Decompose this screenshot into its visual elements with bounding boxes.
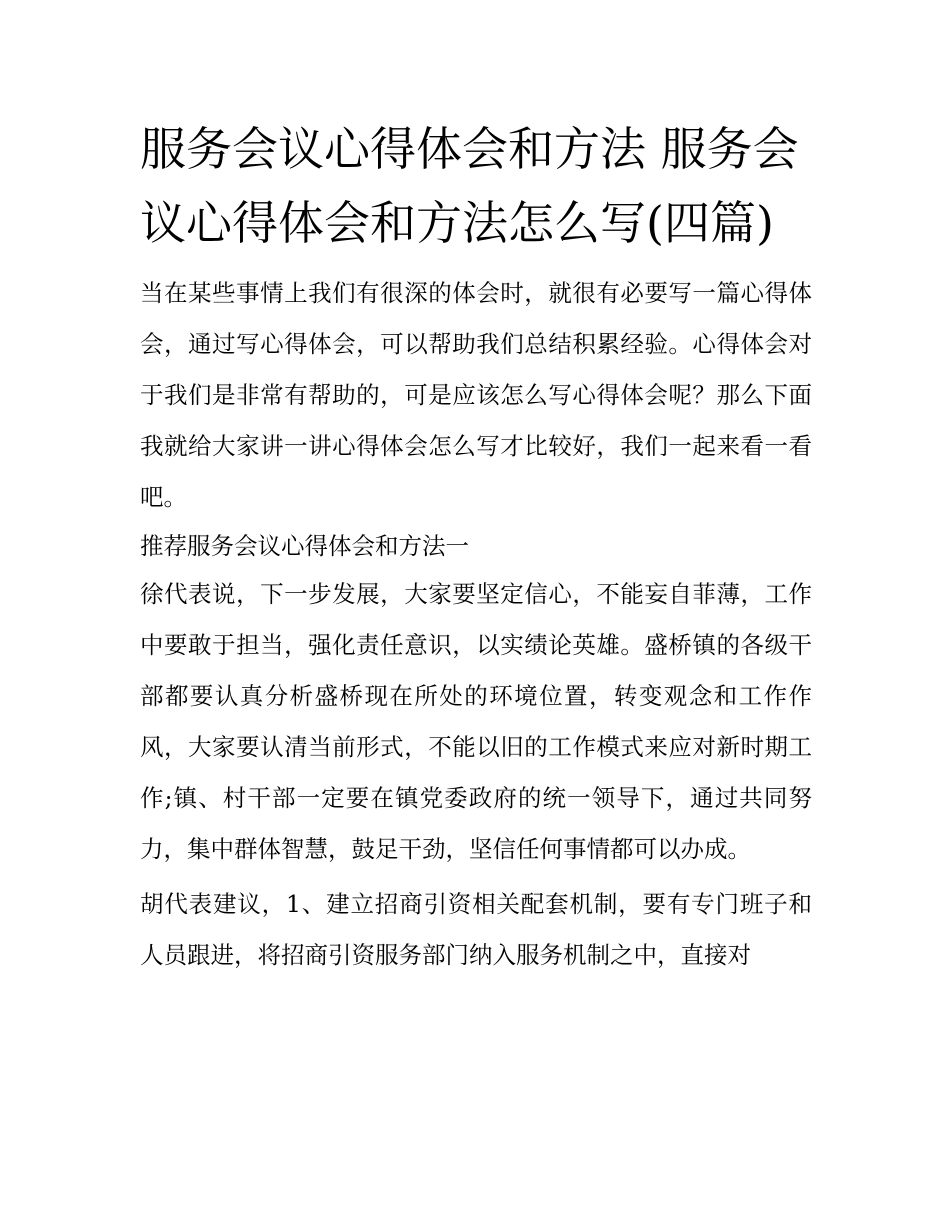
body-paragraph-2: 胡代表建议，1、建立招商引资相关配套机制，要有专门班子和人员跟进，将招商引资服务部门纳入服务机制之中，直接对 [140,890,812,969]
section-heading: 推荐服务会议心得体会和方法一 [140,532,469,560]
document-title: 服务会议心得体会和方法 服务会议心得体会和方法怎么写(四篇) [140,122,799,250]
document-page [140,112,812,981]
intro-paragraph: 当在某些事情上我们有很深的体会时，就很有必要写一篇心得体会，通过写心得体会，可以帮助我们总结积累经验。心得体会对于我们是非常有帮助的，可是应该怎么写心得体会呢？那么下面我就给大家讲一讲心得体会怎么写才比较好，我们一起来看一看吧。 [140,279,812,511]
body-paragraph-1: 徐代表说，下一步发展，大家要坚定信心，不能妄自菲薄，工作中要敢于担当，强化责任意识，以实绩论英雄。盛桥镇的各级干部都要认真分析盛桥现在所处的环境位置，转变观念和工作作风，大家要认清当前形式，不能以旧的工作模式来应对新时期工作;镇、村干部一定要在镇党委政府的统一领导下，通过共同努力，集中群体智慧，鼓足干劲，坚信任何事情都可以办成。 [140,580,812,863]
